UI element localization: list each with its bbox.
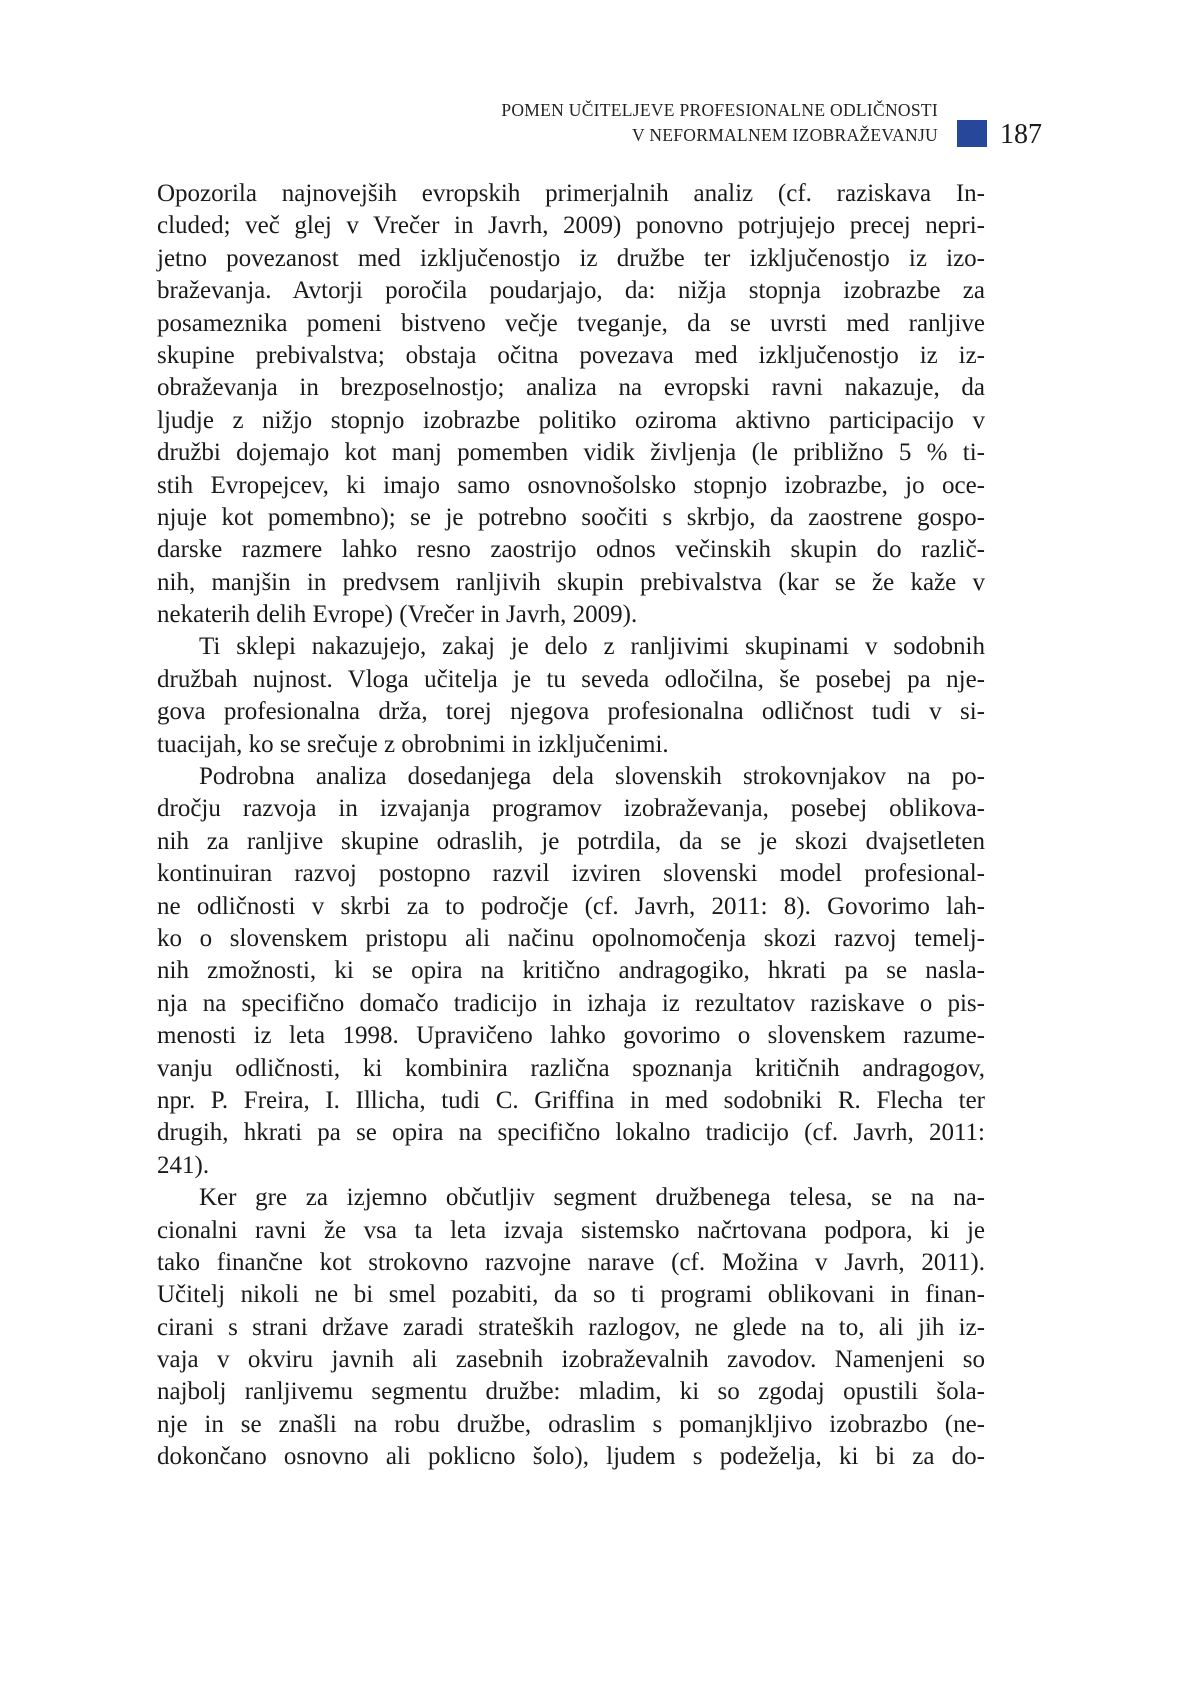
text-line: cluded; več glej v Vrečer in Javrh, 2009) ponovno potrjujejo precej nepri- — [157, 212, 985, 240]
text-line: npr. P. Freira, I. Illicha, tudi C. Griffina in med sodobniki R. Flecha ter — [157, 1086, 985, 1114]
text-line: braževanja. Avtorji poročila poudarjajo, da: nižja stopnja izobrazbe za — [157, 277, 985, 305]
text-line: tako finančne kot strokovno razvojne narave (cf. Možina v Javrh, 2011). — [157, 1248, 985, 1276]
text-line: nih zmožnosti, ki se opira na kritično andragogiko, hkrati pa se nasla- — [157, 957, 985, 985]
paragraph-1 — [157, 178, 985, 631]
text-line: Ker gre za izjemno občutljiv segment družbenega telesa, se na na- — [199, 1184, 985, 1212]
text-line: Ti sklepi nakazujejo, zakaj je delo z ranljivimi skupinami v sodobnih — [199, 633, 985, 661]
text-line: nih, manjšin in predvsem ranljivih skupin prebivalstva (kar se že kaže v — [157, 568, 985, 596]
body-text — [157, 178, 985, 1474]
text-line: nih za ranljive skupine odraslih, je potrdila, da se je skozi dvajsetleten — [157, 827, 985, 855]
text-line: kontinuiran razvoj postopno razvil izviren slovenski model profesional- — [157, 860, 985, 888]
text-line: tuacijah, ko se srečuje z obrobnimi in izključenimi. — [157, 730, 669, 758]
running-header — [501, 98, 938, 148]
text-line: nje in se znašli na robu družbe, odraslim s pomanjkljivo izobrazbo (ne- — [157, 1410, 985, 1438]
text-line: 241). — [157, 1151, 210, 1179]
text-line: jetno povezanost med izključenostjo iz družbe ter izključenostjo iz izo- — [157, 244, 985, 272]
text-line: dročju razvoja in izvajanja programov izobraževanja, posebej oblikova- — [157, 795, 985, 823]
text-line: ljudje z nižjo stopnjo izobrazbe politiko oziroma aktivno participacijo v — [157, 406, 985, 434]
text-line: gova profesionalna drža, torej njegova profesionalna odličnost tudi v si- — [157, 698, 985, 726]
text-line: ne odličnosti v skrbi za to področje (cf. Javrh, 2011: 8). Govorimo lah- — [157, 892, 985, 920]
text-line: družbah nujnost. Vloga učitelja je tu seveda odločilna, še posebej pa nje- — [157, 665, 985, 693]
text-line: cionalni ravni že vsa ta leta izvaja sistemsko načrtovana podpora, ki je — [157, 1216, 985, 1244]
text-line: nekaterih delih Evrope) (Vrečer in Javrh, 2009). — [157, 601, 638, 629]
paragraph-3 — [157, 761, 985, 1182]
text-line: ko o slovenskem pristopu ali načinu opolnomočenja skozi razvoj temelj- — [157, 924, 985, 952]
text-line: drugih, hkrati pa se opira na specifično lokalno tradicijo (cf. Javrh, 2011: — [157, 1119, 985, 1147]
running-header-line-2: V NEFORMALNEM IZOBRAŽEVANJU — [632, 125, 938, 145]
text-line: Učitelj nikoli ne bi smel pozabiti, da so ti programi oblikovani in finan- — [157, 1281, 985, 1309]
text-line: skupine prebivalstva; obstaja očitna povezava med izključenostjo iz iz- — [157, 341, 985, 369]
header-accent-square — [957, 120, 987, 147]
text-line: vanju odličnosti, ki kombinira različna spoznanja kritičnih andragogov, — [157, 1054, 985, 1082]
text-line: posameznika pomeni bistveno večje tveganje, da se uvrsti med ranljive — [157, 309, 985, 337]
running-header-line-1: POMEN UČITELJEVE PROFESIONALNE ODLIČNOSTI — [501, 100, 938, 120]
text-line: družbi dojemajo kot manj pomemben vidik življenja (le približno 5 % ti- — [157, 439, 985, 467]
text-line: dokončano osnovno ali poklicno šolo), ljudem s podeželja, ki bi za do- — [157, 1443, 985, 1471]
paragraph-4 — [157, 1182, 985, 1474]
text-line: obraževanja in brezposelnostjo; analiza na evropski ravni nakazuje, da — [157, 374, 985, 402]
text-line: njuje kot pomembno); se je potrebno soočiti s skrbjo, da zaostrene gospo- — [157, 503, 985, 531]
text-line: cirani s strani države zaradi strateških razlogov, ne glede na to, ali jih iz- — [157, 1313, 985, 1341]
text-line: nja na specifično domačo tradicijo in izhaja iz rezultatov raziskave o pis- — [157, 989, 985, 1017]
text-line: menosti iz leta 1998. Upravičeno lahko govorimo o slovenskem razume- — [157, 1022, 985, 1050]
page-number: 187 — [1000, 119, 1042, 150]
paragraph-2 — [157, 631, 985, 761]
text-line: vaja v okviru javnih ali zasebnih izobraževalnih zavodov. Namenjeni so — [157, 1346, 985, 1374]
text-line: stih Evropejcev, ki imajo samo osnovnošolsko stopnjo izobrazbe, jo oce- — [157, 471, 985, 499]
text-line: Opozorila najnovejših evropskih primerjalnih analiz (cf. raziskava In- — [157, 180, 985, 207]
text-line: najbolj ranljivemu segmentu družbe: mladim, ki so zgodaj opustili šola- — [157, 1378, 985, 1406]
text-line: Podrobna analiza dosedanjega dela slovenskih strokovnjakov na po- — [199, 763, 985, 791]
text-line: darske razmere lahko resno zaostrijo odnos večinskih skupin do različ- — [157, 536, 985, 564]
